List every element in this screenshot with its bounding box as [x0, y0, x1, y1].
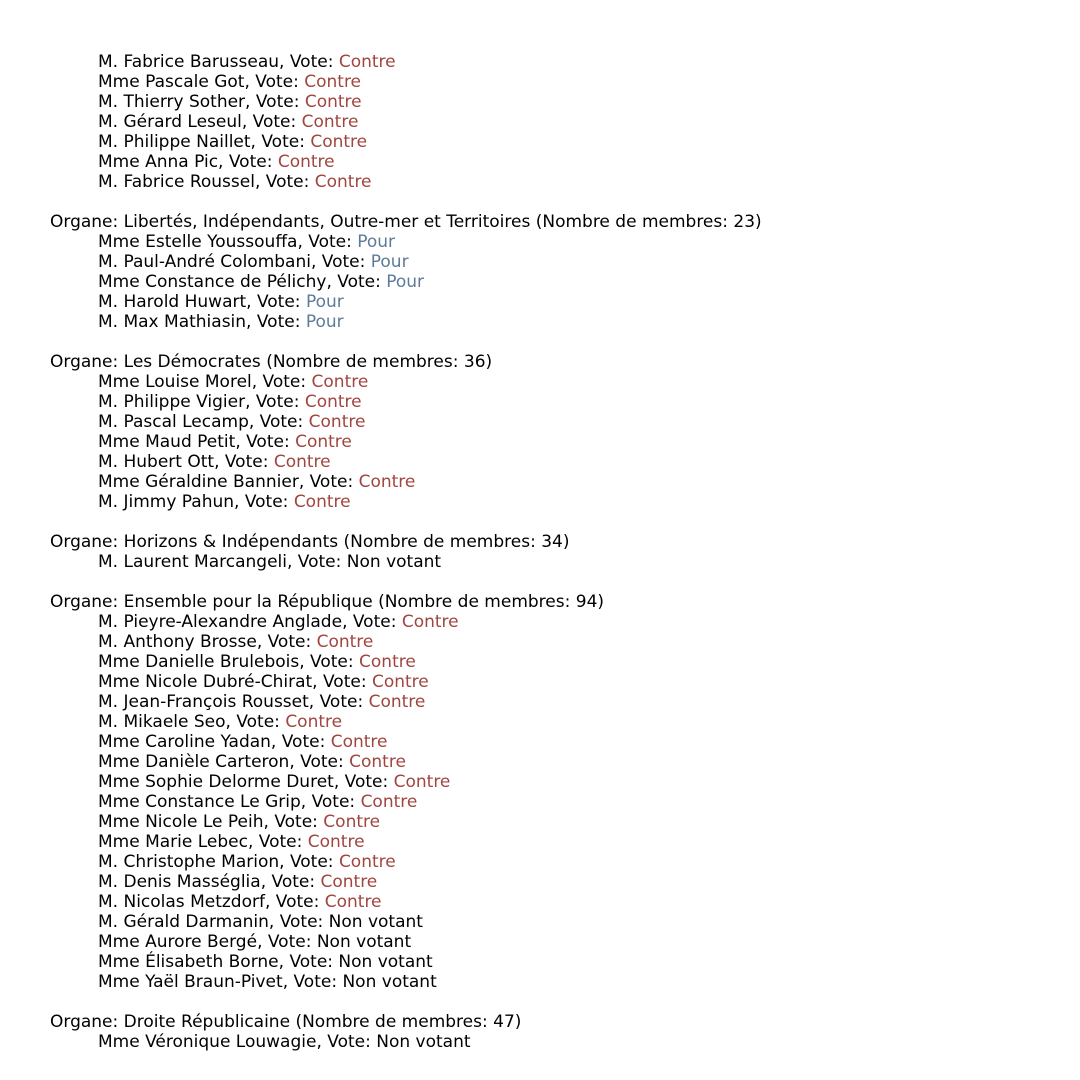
organe-label: Organe:: [50, 212, 124, 232]
member-name: M. Laurent Marcangeli: [98, 552, 287, 572]
vote-label: , Vote:: [251, 372, 312, 392]
member-name: M. Thierry Sother: [98, 92, 246, 112]
member-row: [50, 372, 1070, 392]
vote-value: Contre: [349, 752, 406, 772]
vote-value: Contre: [295, 432, 352, 452]
vote-label: , Vote:: [218, 152, 278, 172]
vote-value: Contre: [359, 652, 416, 672]
vote-label: , Vote:: [257, 932, 317, 952]
organe-label: Organe:: [50, 1012, 124, 1032]
member-count-label: (Nombre de membres:: [338, 532, 542, 552]
member-row: [50, 932, 1070, 952]
member-row: [50, 312, 1070, 332]
organe-group: [50, 532, 1070, 572]
vote-value: Contre: [360, 792, 418, 812]
organe-group: [50, 212, 1070, 332]
member-name: Mme Marie Lebec: [98, 832, 248, 852]
vote-value: Pour: [386, 272, 425, 292]
vote-value: Contre: [304, 392, 362, 412]
member-list: [50, 552, 1070, 572]
member-row: [50, 272, 1070, 292]
member-name: Mme Aurore Bergé: [98, 932, 258, 952]
member-row: [50, 452, 1070, 472]
vote-label: , Vote:: [278, 952, 339, 972]
member-row: [50, 612, 1070, 632]
member-count-close: ): [562, 532, 570, 552]
vote-value: Contre: [308, 412, 366, 432]
vote-value: Contre: [293, 492, 351, 512]
member-row: [50, 412, 1070, 432]
vote-value: Contre: [324, 892, 382, 912]
vote-label: , Vote:: [287, 552, 347, 572]
vote-value: Contre: [304, 92, 362, 112]
member-name: M. Denis Masséglia: [98, 872, 261, 892]
member-row: [50, 852, 1070, 872]
vote-value: Contre: [273, 452, 331, 472]
vote-value: Contre: [393, 772, 451, 792]
vote-label: , Vote:: [245, 92, 305, 112]
member-row: [50, 432, 1070, 452]
member-name: Mme Géraldine Bannier: [98, 472, 299, 492]
vote-label: , Vote:: [264, 892, 325, 912]
vote-label: , Vote:: [279, 852, 339, 872]
vote-label: , Vote:: [297, 232, 358, 252]
organe-header: [50, 1012, 1070, 1032]
member-name: Mme Yaël Braun-Pivet: [98, 972, 283, 992]
vote-value: Non votant: [316, 932, 412, 952]
organe-name: Ensemble pour la République: [123, 592, 373, 612]
member-row: [50, 1032, 1070, 1052]
vote-value: Contre: [285, 712, 343, 732]
organe-label: Organe:: [50, 352, 124, 372]
member-name: Mme Nicole Dubré-Chirat: [98, 672, 313, 692]
vote-label: , Vote:: [279, 52, 339, 72]
member-name: M. Pieyre-Alexandre Anglade: [98, 612, 343, 632]
member-name: M. Pascal Lecamp: [98, 412, 249, 432]
member-row: [50, 972, 1070, 992]
member-row: [50, 832, 1070, 852]
member-name: M. Nicolas Metzdorf: [98, 892, 265, 912]
vote-label: , Vote:: [282, 972, 343, 992]
member-count: 47: [493, 1012, 515, 1032]
member-row: [50, 152, 1070, 172]
organe-name: Les Démocrates: [123, 352, 261, 372]
member-name: M. Gérard Leseul: [98, 112, 242, 132]
vote-label: , Vote:: [300, 792, 361, 812]
member-list: [50, 372, 1070, 512]
member-row: [50, 792, 1070, 812]
organe-label: Organe:: [50, 592, 124, 612]
vote-label: , Vote:: [247, 832, 308, 852]
vote-label: , Vote:: [244, 72, 305, 92]
member-name: M. Max Mathiasin: [98, 312, 247, 332]
vote-label: , Vote:: [234, 492, 294, 512]
member-count: 36: [463, 352, 486, 372]
member-name: M. Jimmy Pahun: [98, 492, 235, 512]
member-name: Mme Nicole Le Peih: [98, 812, 264, 832]
organe-name: Libertés, Indépendants, Outre-mer et Territoires: [123, 212, 531, 232]
member-row: [50, 692, 1070, 712]
member-row: [50, 172, 1070, 192]
member-row: [50, 952, 1070, 972]
vote-value: Pour: [305, 292, 344, 312]
member-name: M. Jean-François Rousset: [98, 692, 309, 712]
vote-value: Contre: [323, 812, 381, 832]
member-name: Mme Constance de Pélichy: [98, 272, 327, 292]
member-count-close: ): [755, 212, 762, 232]
member-count-close: ): [597, 592, 605, 612]
member-list: [50, 1032, 1070, 1052]
member-count-label: (Nombre de membres:: [260, 352, 464, 372]
member-count-label: (Nombre de membres:: [290, 1012, 494, 1032]
vote-label: , Vote:: [310, 252, 371, 272]
member-count-label: (Nombre de membres:: [530, 212, 734, 232]
member-name: M. Gérald Darmanin: [98, 912, 269, 932]
member-list: [50, 232, 1070, 332]
vote-label: , Vote:: [256, 632, 317, 652]
vote-value: Pour: [305, 312, 344, 332]
leading-member-list: [50, 52, 1070, 192]
member-row: [50, 292, 1070, 312]
organe-group: [50, 1012, 1070, 1052]
vote-label: , Vote:: [299, 652, 360, 672]
vote-label: , Vote:: [250, 132, 311, 152]
member-name: Mme Maud Petit: [98, 432, 236, 452]
member-count: 34: [541, 532, 563, 552]
member-count-close: ): [514, 1012, 522, 1032]
member-row: [50, 632, 1070, 652]
member-name: Mme Danièle Carteron: [98, 752, 290, 772]
member-row: [50, 52, 1070, 72]
vote-value: Contre: [358, 472, 416, 492]
vote-value: Contre: [330, 732, 388, 752]
vote-value: Contre: [316, 632, 374, 652]
organe-header: [50, 592, 1070, 612]
vote-value: Pour: [357, 232, 396, 252]
vote-label: , Vote:: [263, 812, 324, 832]
vote-value: Contre: [311, 372, 369, 392]
organe-name: Horizons & Indépendants: [123, 532, 339, 552]
vote-label: , Vote:: [333, 772, 394, 792]
vote-label: , Vote:: [245, 392, 305, 412]
vote-value: Contre: [310, 132, 368, 152]
vote-label: , Vote:: [326, 272, 387, 292]
vote-value: Contre: [307, 832, 365, 852]
vote-label: , Vote:: [268, 912, 329, 932]
vote-label: , Vote:: [270, 732, 331, 752]
member-row: [50, 132, 1070, 152]
member-row: [50, 732, 1070, 752]
member-row: [50, 892, 1070, 912]
vote-label: , Vote:: [289, 752, 350, 772]
member-name: Mme Élisabeth Borne: [98, 952, 279, 972]
vote-label: , Vote:: [214, 452, 274, 472]
member-name: M. Fabrice Barusseau: [98, 52, 280, 72]
vote-value: Contre: [320, 872, 378, 892]
member-name: Mme Pascale Got: [98, 72, 245, 92]
member-row: [50, 232, 1070, 252]
member-name: M. Mikaele Seo: [98, 712, 226, 732]
member-name: M. Christophe Marion: [98, 852, 280, 872]
member-row: [50, 872, 1070, 892]
vote-label: , Vote:: [254, 172, 315, 192]
vote-label: , Vote:: [246, 292, 306, 312]
vote-label: , Vote:: [298, 472, 359, 492]
member-name: Mme Estelle Youssouffa: [98, 232, 298, 252]
organe-header: [50, 212, 1070, 232]
vote-value: Contre: [277, 152, 335, 172]
member-row: [50, 712, 1070, 732]
vote-value: Non votant: [342, 972, 437, 992]
vote-value: Contre: [338, 852, 396, 872]
member-name: M. Anthony Brosse: [98, 632, 257, 652]
vote-label: , Vote:: [260, 872, 321, 892]
member-row: [50, 92, 1070, 112]
member-row: [50, 492, 1070, 512]
member-row: [50, 552, 1070, 572]
organe-group: [50, 592, 1070, 992]
group-list: [50, 212, 1070, 1052]
member-name: Mme Sophie Delorme Duret: [98, 772, 334, 792]
member-name: Mme Louise Morel: [98, 372, 252, 392]
member-row: [50, 752, 1070, 772]
vote-label: , Vote:: [235, 432, 296, 452]
vote-value: Contre: [338, 52, 396, 72]
member-row: [50, 772, 1070, 792]
vote-value: Contre: [304, 72, 362, 92]
vote-label: , Vote:: [246, 312, 306, 332]
vote-value: Contre: [301, 112, 359, 132]
member-name: M. Hubert Ott: [98, 452, 215, 472]
organe-header: [50, 532, 1070, 552]
member-row: [50, 392, 1070, 412]
vote-value: Non votant: [376, 1032, 471, 1052]
vote-label: , Vote:: [225, 712, 286, 732]
member-name: Mme Constance Le Grip: [98, 792, 301, 812]
member-row: [50, 72, 1070, 92]
member-name: M. Paul-André Colombani: [98, 252, 311, 272]
organe-group: [50, 352, 1070, 512]
member-name: Mme Véronique Louwagie: [98, 1032, 317, 1052]
member-row: [50, 652, 1070, 672]
member-row: [50, 912, 1070, 932]
vote-value: Contre: [368, 692, 426, 712]
member-row: [50, 252, 1070, 272]
member-list: [50, 612, 1070, 992]
member-count-close: ): [485, 352, 493, 372]
member-name: M. Philippe Naillet: [98, 132, 251, 152]
vote-value: Non votant: [338, 952, 433, 972]
member-name: Mme Anna Pic: [98, 152, 219, 172]
member-count-label: (Nombre de membres:: [372, 592, 576, 612]
vote-label: , Vote:: [312, 672, 372, 692]
vote-value: Contre: [371, 672, 429, 692]
member-row: [50, 112, 1070, 132]
member-row: [50, 812, 1070, 832]
vote-document: [50, 52, 1070, 1052]
member-name: M. Philippe Vigier: [98, 392, 246, 412]
member-name: M. Harold Huwart: [98, 292, 247, 312]
vote-label: , Vote:: [248, 412, 309, 432]
vote-value: Non votant: [346, 552, 442, 572]
member-count: 23: [733, 212, 756, 232]
member-name: Mme Danielle Brulebois: [98, 652, 300, 672]
organe-header: [50, 352, 1070, 372]
vote-value: Non votant: [328, 912, 423, 932]
vote-value: Contre: [401, 612, 459, 632]
organe-label: Organe:: [50, 532, 124, 552]
vote-label: , Vote:: [316, 1032, 377, 1052]
vote-label: , Vote:: [241, 112, 302, 132]
member-name: Mme Caroline Yadan: [98, 732, 271, 752]
vote-value: Contre: [314, 172, 372, 192]
vote-label: , Vote:: [342, 612, 402, 632]
member-name: M. Fabrice Roussel: [98, 172, 255, 192]
member-row: [50, 472, 1070, 492]
vote-label: , Vote:: [308, 692, 369, 712]
member-count: 94: [575, 592, 598, 612]
vote-value: Pour: [370, 252, 409, 272]
organe-name: Droite Républicaine: [123, 1012, 291, 1032]
member-row: [50, 672, 1070, 692]
